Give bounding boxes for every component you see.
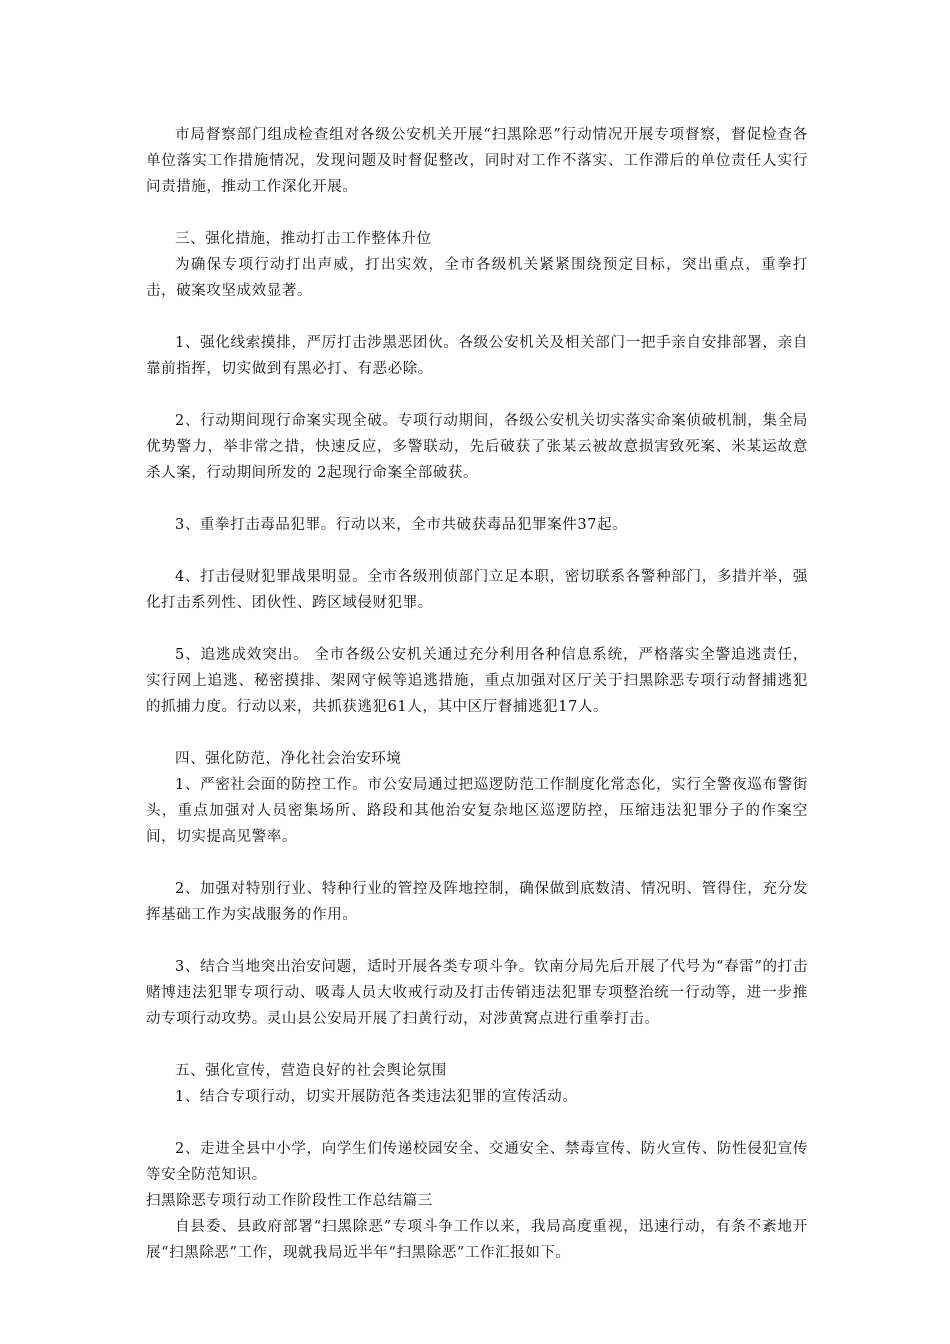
document-body [146, 122, 808, 1266]
paragraph-item-4-3: 3、结合当地突出治安问题，适时开展各类专项斗争。钦南分局先后开展了代号为“春雷”的打击赌博违法犯罪专项行动、吸毒人员大收戒行动及打击传销违法犯罪专项整治统一行动等，进一步推动专项行动攻势。灵山县公安局开展了扫黄行动，对涉黄窝点进行重拳打击。 [146, 959, 808, 1027]
paragraph-item-5-1: 1、结合专项行动，切实开展防范各类违法犯罪的宣传活动。 [175, 1089, 578, 1105]
paragraph-item-5-2: 2、走进全县中小学，向学生们传递校园安全、交通安全、禁毒宣传、防火宣传、防性侵犯宣传等安全防范知识。 [146, 1141, 808, 1183]
paragraph-section-3-intro: 为确保专项行动打出声威，打出实效，全市各级机关紧紧围绕预定目标，突出重点，重拳打击，破案攻坚成效显著。 [146, 257, 808, 299]
paragraph-item-3-1: 1、强化线索摸排，严厉打击涉黑恶团伙。各级公安机关及相关部门一把手亲自安排部署，亲自靠前指挥，切实做到有黑必打、有恶必除。 [146, 335, 808, 377]
paragraph-item-4-2: 2、加强对特别行业、特种行业的管控及阵地控制，确保做到底数清、情况明、管得住，充分发挥基础工作为实战服务的作用。 [146, 881, 808, 923]
paragraph-part-3-intro: 自县委、县政府部署“扫黑除恶”专项斗争工作以来，我局高度重视，迅速行动，有条不紊地开展“扫黑除恶”工作，现就我局近半年“扫黑除恶”工作汇报如下。 [146, 1219, 808, 1261]
paragraph-item-3-5: 5、追逃成效突出。 全市各级公安机关通过充分利用各种信息系统，严格落实全警追逃责任，实行网上追逃、秘密摸排、架网守候等追逃措施，重点加强对区厅关于扫黑除恶专项行动督捕逃犯的抓捕力度。行动以来，共抓获逃犯61人，其中区厅督捕逃犯17人。 [146, 647, 808, 715]
section-heading-4: 四、强化防范，净化社会治安环境 [175, 751, 402, 767]
paragraph-supervision: 市局督察部门组成检查组对各级公安机关开展“扫黑除恶”行动情况开展专项督察，督促检查各单位落实工作措施情况，发现问题及时督促整改，同时对工作不落实、工作滞后的单位责任人实行问责措施，推动工作深化开展。 [146, 127, 808, 195]
paragraph-item-3-3: 3、重拳打击毒品犯罪。行动以来，全市共破获毒品犯罪案件37起。 [175, 517, 628, 533]
article-title-part-3: 扫黑除恶专项行动工作阶段性工作总结篇三 [146, 1193, 433, 1209]
paragraph-item-3-4: 4、打击侵财犯罪战果明显。全市各级刑侦部门立足本职，密切联系各警种部门，多措并举，强化打击系列性、团伙性、跨区域侵财犯罪。 [146, 569, 808, 611]
section-heading-3: 三、强化措施，推动打击工作整体升位 [175, 231, 432, 247]
paragraph-item-3-2: 2、行动期间现行命案实现全破。专项行动期间，各级公安机关切实落实命案侦破机制，集全局优势警力，举非常之措，快速反应，多警联动，先后破获了张某云被故意损害致死案、米某运故意杀人案，行动期间所发的 2起现行命案全部破获。 [146, 413, 808, 481]
paragraph-item-4-1: 1、严密社会面的防控工作。市公安局通过把巡逻防范工作制度化常态化，实行全警夜巡布警街头，重点加强对人员密集场所、路段和其他治安复杂地区巡逻防控，压缩违法犯罪分子的作案空间，切实提高见警率。 [146, 777, 808, 845]
section-heading-5: 五、强化宣传，营造良好的社会舆论氛围 [175, 1063, 447, 1079]
